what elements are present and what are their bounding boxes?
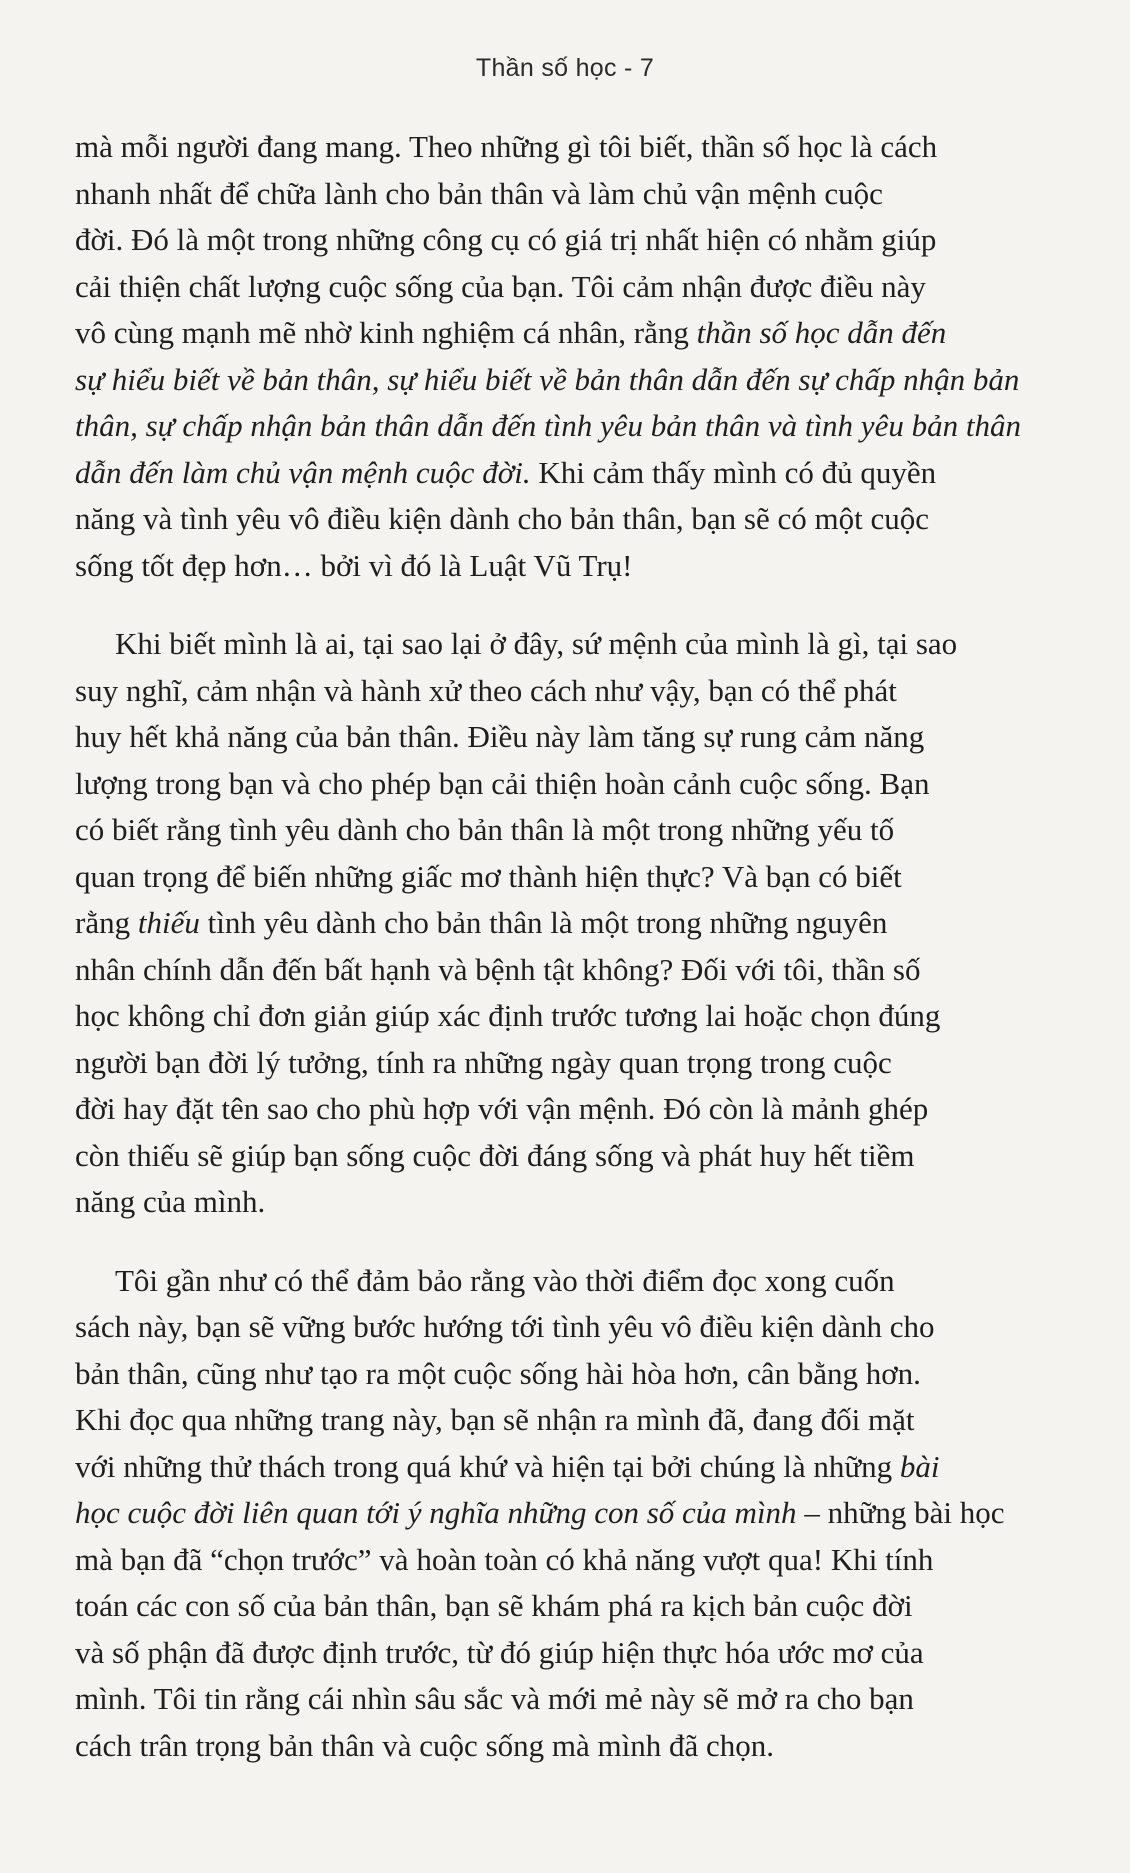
text-segment: học không chỉ đơn giản giúp xác định trước tương lai hoặc chọn đúng — [75, 998, 941, 1033]
text-line — [75, 1490, 1065, 1537]
text-segment: mà mỗi người đang mang. Theo những gì tôi biết, thần số học là cách — [75, 129, 938, 164]
text-segment: toán các con số của bản thân, bạn sẽ khám phá ra kịch bản cuộc đời — [75, 1588, 913, 1623]
text-line — [75, 621, 1065, 668]
text-line — [75, 1351, 1065, 1398]
text-segment: đời hay đặt tên sao cho phù hợp với vận mệnh. Đó còn là mảnh ghép — [75, 1091, 929, 1126]
text-line — [75, 1676, 1065, 1723]
text-line — [75, 171, 1065, 218]
text-line — [75, 1583, 1065, 1630]
italic-text-segment: thần số học dẫn đến — [696, 315, 947, 350]
text-line — [75, 450, 1065, 497]
text-segment: với những thử thách trong quá khứ và hiện tại bởi chúng là những — [75, 1448, 900, 1484]
text-line — [75, 668, 1065, 715]
text-segment: mà bạn đã “chọn trước” và hoàn toàn có khả năng vượt qua! Khi tính — [75, 1541, 934, 1577]
text-line — [75, 1086, 1065, 1133]
text-segment: còn thiếu sẽ giúp bạn sống cuộc đời đáng sống và phát huy hết tiềm — [75, 1137, 915, 1173]
text-segment: sách này, bạn sẽ vững bước hướng tới tình yêu vô điều kiện dành cho — [75, 1309, 935, 1344]
text-line — [75, 854, 1065, 901]
text-segment: bản thân, cũng như tạo ra một cuộc sống hài hòa hơn, cân bằng hơn. — [75, 1355, 921, 1391]
text-line — [75, 357, 1065, 404]
text-segment: tình yêu dành cho bản thân là một trong những nguyên — [199, 905, 888, 940]
text-segment: huy hết khả năng của bản thân. Điều này làm tăng sự rung cảm năng — [75, 719, 925, 754]
text-line — [75, 1258, 1065, 1305]
text-segment: có biết rằng tình yêu dành cho bản thân là một trong những yếu tố — [75, 812, 895, 847]
text-line — [75, 1723, 1065, 1770]
italic-text-segment: dẫn đến làm chủ vận mệnh cuộc đời. — [75, 454, 531, 490]
body-text — [75, 124, 1065, 1769]
text-line — [75, 1040, 1065, 1087]
text-line — [75, 217, 1065, 264]
text-segment: cách trân trọng bản thân và cuộc sống mà mình đã chọn. — [75, 1727, 774, 1763]
text-line — [75, 900, 1065, 947]
paragraph-1 — [75, 124, 1065, 589]
text-segment: quan trọng để biến những giấc mơ thành hiện thực? Và bạn có biết — [75, 858, 902, 894]
text-segment: cải thiện chất lượng cuộc sống của bạn. Tôi cảm nhận được điều này — [75, 268, 926, 304]
text-segment: nhanh nhất để chữa lành cho bản thân và làm chủ vận mệnh cuộc — [75, 175, 883, 211]
text-line — [75, 264, 1065, 311]
italic-text-segment: thiếu — [137, 905, 200, 940]
text-segment: năng và tình yêu vô điều kiện dành cho bản thân, bạn sẽ có một cuộc — [75, 501, 929, 536]
text-line — [75, 1630, 1065, 1677]
italic-text-segment: sự hiểu biết về bản thân, sự hiểu biết về bản thân dẫn đến sự chấp nhận bản — [75, 361, 1020, 397]
text-line — [75, 1179, 1065, 1226]
text-line — [75, 947, 1065, 994]
text-line — [75, 496, 1065, 543]
text-segment: Khi đọc qua những trang này, bạn sẽ nhận ra mình đã, đang đối mặt — [75, 1402, 915, 1437]
text-line — [75, 124, 1065, 171]
paragraph-3 — [75, 1258, 1065, 1770]
paragraph-2 — [75, 621, 1065, 1226]
text-line — [75, 1444, 1065, 1491]
italic-text-segment: bài — [899, 1448, 940, 1484]
text-segment: nhân chính dẫn đến bất hạnh và bệnh tật không? Đối với tôi, thần số — [75, 951, 921, 987]
text-line — [75, 543, 1065, 590]
text-line — [75, 714, 1065, 761]
text-segment: suy nghĩ, cảm nhận và hành xử theo cách như vậy, bạn có thể phát — [75, 672, 897, 708]
text-line — [75, 761, 1065, 808]
text-line — [75, 1133, 1065, 1180]
text-line — [75, 1537, 1065, 1584]
text-segment: lượng trong bạn và cho phép bạn cải thiện hoàn cảnh cuộc sống. Bạn — [75, 765, 930, 801]
italic-text-segment: học cuộc đời liên quan tới ý nghĩa những con số của mình — [75, 1495, 797, 1530]
paragraph-gap — [75, 589, 1065, 621]
running-header: Thần số học - 7 — [475, 54, 655, 82]
text-line — [75, 807, 1065, 854]
text-segment: đời. Đó là một trong những công cụ có giá trị nhất hiện có nhằm giúp — [75, 222, 937, 257]
text-segment: Tôi gần như có thể đảm bảo rằng vào thời điểm đọc xong cuốn — [115, 1262, 895, 1298]
text-segment: Khi biết mình là ai, tại sao lại ở đây, sứ mệnh của mình là gì, tại sao — [115, 626, 958, 661]
italic-text-segment: thân, sự chấp nhận bản thân dẫn đến tình yêu bản thân và tình yêu bản thân — [75, 408, 1021, 443]
text-segment: năng của mình. — [75, 1184, 266, 1219]
text-line — [75, 993, 1065, 1040]
text-segment: Khi cảm thấy mình có đủ quyền — [530, 454, 937, 490]
text-segment: người bạn đời lý tưởng, tính ra những ngày quan trọng trong cuộc — [75, 1044, 892, 1080]
text-line — [75, 310, 1065, 357]
text-segment: mình. Tôi tin rằng cái nhìn sâu sắc và mới mẻ này sẽ mở ra cho bạn — [75, 1681, 914, 1716]
text-segment: và số phận đã được định trước, từ đó giúp hiện thực hóa ước mơ của — [75, 1634, 924, 1670]
text-segment: sống tốt đẹp hơn… bởi vì đó là Luật Vũ Trụ! — [75, 547, 633, 583]
text-segment: rằng — [75, 905, 138, 940]
text-line — [75, 403, 1065, 450]
paragraph-gap — [75, 1226, 1065, 1258]
text-line — [75, 1397, 1065, 1444]
text-segment: – những bài học — [796, 1495, 1005, 1530]
text-line — [75, 1304, 1065, 1351]
text-segment: vô cùng mạnh mẽ nhờ kinh nghiệm cá nhân, rằng — [75, 315, 697, 350]
